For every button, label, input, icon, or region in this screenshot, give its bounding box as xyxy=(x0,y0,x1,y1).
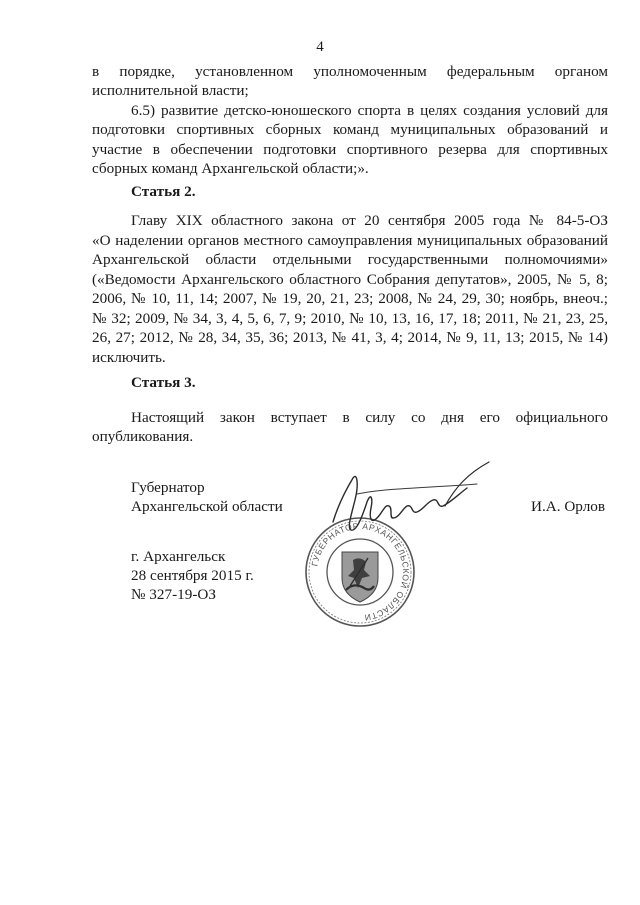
text-line: Главу XIX областного закона от 20 сентября 2005 года № 84-5-ОЗ xyxy=(131,212,608,229)
text-line: исполнительной власти; xyxy=(92,82,249,99)
signatory-title: Архангельской области xyxy=(131,498,283,515)
signatory-title: Губернатор xyxy=(131,479,205,496)
article-heading: Статья 2. xyxy=(131,183,196,200)
text-line: («Ведомости Архангельского областного Собрания депутатов», 2005, № 5, 8; xyxy=(92,271,608,288)
text-line: Архангельской области отдельными государственными полномочиями» xyxy=(92,251,608,268)
text-line: в порядке, установленном уполномоченным федеральным органом xyxy=(92,63,608,80)
text-line: опубликования. xyxy=(92,428,194,445)
page-number: 4 xyxy=(316,39,324,55)
text-line: исключить. xyxy=(92,349,166,366)
text-line: «О наделении органов местного самоуправления муниципальных образований xyxy=(92,232,608,249)
text-line: 6.5) развитие детско-юношеского спорта в целях создания условий для xyxy=(131,102,608,119)
text-line: участие в обеспечении подготовки спортивного резерва для спортивных xyxy=(92,141,608,158)
text-line: подготовки спортивных сборных команд муниципальных образований и xyxy=(92,121,608,138)
article-heading: Статья 3. xyxy=(131,374,196,391)
text-line: 26, 27; 2012, № 28, 34, 35, 36; 2013, № 41, 3, 4; 2014, № 9, 11, 13; 2015, № 14) xyxy=(92,329,608,346)
signatory-name: И.А. Орлов xyxy=(531,498,606,515)
text-line: № 32; 2009, № 34, 3, 4, 5, 6, 7, 9; 2010, № 10, 13, 16, 17, 18; 2011, № 21, 23, 25, xyxy=(92,310,608,327)
text-line: 2006, № 10, 11, 14; 2007, № 19, 20, 21, 23; 2008, № 24, 29, 30; ноябрь, внеоч.; xyxy=(92,290,608,307)
svg-text:ГУБЕРНАТОР АРХАНГЕЛЬСКОЙ ОБЛ: ГУБЕРНАТОР АРХАНГЕЛЬСКОЙ ОБЛАСТИ xyxy=(309,520,412,623)
handwritten-signature xyxy=(327,458,502,540)
text-line: Настоящий закон вступает в силу со дня его официального xyxy=(131,409,608,426)
footer-date: 28 сентября 2015 г. xyxy=(131,567,254,584)
footer-number: № 327-19-ОЗ xyxy=(131,586,216,603)
footer-city: г. Архангельск xyxy=(131,548,226,565)
text-line: сборных команд Архангельской области;». xyxy=(92,160,369,177)
